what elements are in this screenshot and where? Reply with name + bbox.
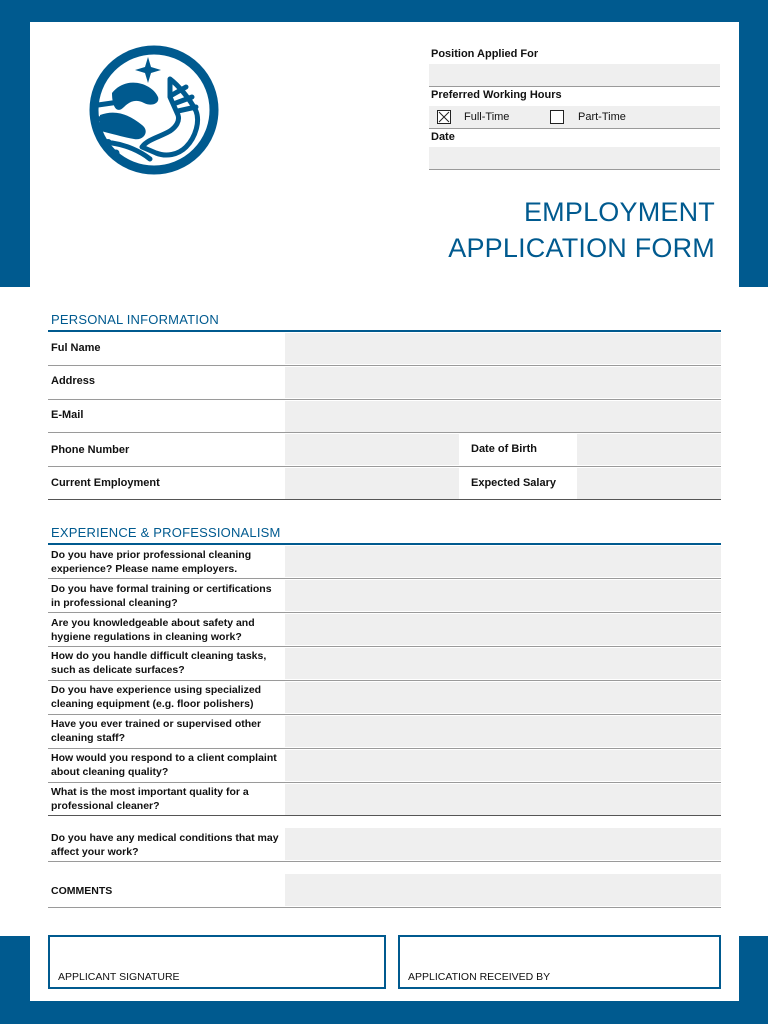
phone-field[interactable] <box>285 434 459 465</box>
experience-heading-line <box>48 543 721 545</box>
frame-bottom-right-band <box>739 936 768 1024</box>
question-answer-field[interactable] <box>285 546 721 577</box>
personal-info-heading-line <box>48 330 721 332</box>
question-answer-field[interactable] <box>285 750 721 781</box>
row-rule <box>48 399 721 400</box>
part-time-label: Part-Time <box>578 111 626 123</box>
row-rule <box>48 782 721 783</box>
row-rule <box>48 714 721 715</box>
row-rule <box>48 815 721 816</box>
position-field-rule <box>429 86 720 87</box>
dob-label: Date of Birth <box>471 443 537 455</box>
frame-left-band <box>0 0 30 287</box>
row-rule <box>48 680 721 681</box>
frame-top-band <box>0 0 768 22</box>
question-label: Do you have experience using specialized cleaning equipment (e.g. floor polishers) <box>51 684 262 710</box>
address-field[interactable] <box>285 367 721 398</box>
medical-answer-field[interactable] <box>285 828 721 860</box>
comments-field[interactable] <box>285 874 721 906</box>
part-time-checkbox[interactable] <box>550 110 564 124</box>
position-applied-field[interactable] <box>429 64 720 86</box>
question-answer-field[interactable] <box>285 580 721 611</box>
question-answer-field[interactable] <box>285 716 721 747</box>
comments-label: COMMENTS <box>51 885 113 897</box>
row-rule <box>48 578 721 579</box>
row-rule <box>48 365 721 366</box>
medical-question-label: Do you have any medical conditions that may affect your work? <box>51 832 279 858</box>
question-label: Do you have formal training or certifications in professional cleaning? <box>51 583 272 609</box>
date-field[interactable] <box>429 147 720 169</box>
question-label: Do you have prior professional cleaning experience? Please name employers. <box>51 549 252 575</box>
title-line-1: EMPLOYMENT <box>523 197 715 227</box>
question-label: Are you knowledgeable about safety and hygiene regulations in cleaning work? <box>51 617 255 643</box>
question-label: Have you ever trained or supervised other cleaning staff? <box>51 718 262 744</box>
dob-field[interactable] <box>577 434 721 465</box>
question-answer-field[interactable] <box>285 648 721 679</box>
current-employment-field[interactable] <box>285 468 459 499</box>
row-rule <box>48 646 721 647</box>
received-by-label: APPLICATION RECEIVED BY <box>408 971 551 983</box>
cleaning-hand-logo-icon <box>86 45 222 175</box>
applicant-signature-label: APPLICANT SIGNATURE <box>58 971 180 983</box>
date-field-rule <box>429 169 720 170</box>
date-label: Date <box>431 131 455 143</box>
page-title <box>448 194 715 266</box>
question-label: How do you handle difficult cleaning tasks, such as delicate surfaces? <box>51 650 267 676</box>
row-rule <box>48 748 721 749</box>
email-field[interactable] <box>285 401 721 432</box>
address-label: Address <box>51 375 96 387</box>
expected-salary-label: Expected Salary <box>471 477 556 489</box>
question-answer-field[interactable] <box>285 784 721 815</box>
frame-bottom-left-band <box>0 936 30 1024</box>
working-hours-label: Preferred Working Hours <box>431 89 562 101</box>
question-label: What is the most important quality for a professional cleaner? <box>51 786 249 812</box>
full-time-checkbox[interactable] <box>437 110 451 124</box>
question-answer-field[interactable] <box>285 682 721 713</box>
section-end-rule <box>48 499 721 500</box>
email-label: E-Mail <box>51 409 84 421</box>
row-rule <box>48 861 721 862</box>
experience-heading: EXPERIENCE & PROFESSIONALISM <box>51 525 281 540</box>
question-label: How would you respond to a client complaint about cleaning quality? <box>51 752 277 778</box>
current-employment-label: Current Employment <box>51 477 160 489</box>
row-rule <box>48 466 721 467</box>
hours-field-rule <box>429 128 720 129</box>
phone-label: Phone Number <box>51 444 130 456</box>
row-rule <box>48 907 721 908</box>
full-name-label: Ful Name <box>51 342 101 354</box>
expected-salary-field[interactable] <box>577 468 721 499</box>
checked-x-icon <box>438 111 450 123</box>
title-line-2: APPLICATION FORM <box>448 233 715 263</box>
row-rule <box>48 432 721 433</box>
full-time-label: Full-Time <box>464 111 510 123</box>
full-name-field[interactable] <box>285 333 721 364</box>
question-answer-field[interactable] <box>285 614 721 645</box>
row-rule <box>48 612 721 613</box>
personal-info-heading: PERSONAL INFORMATION <box>51 312 219 327</box>
frame-bottom-band <box>0 1001 768 1024</box>
frame-right-band <box>739 0 768 287</box>
position-applied-label: Position Applied For <box>431 48 539 60</box>
